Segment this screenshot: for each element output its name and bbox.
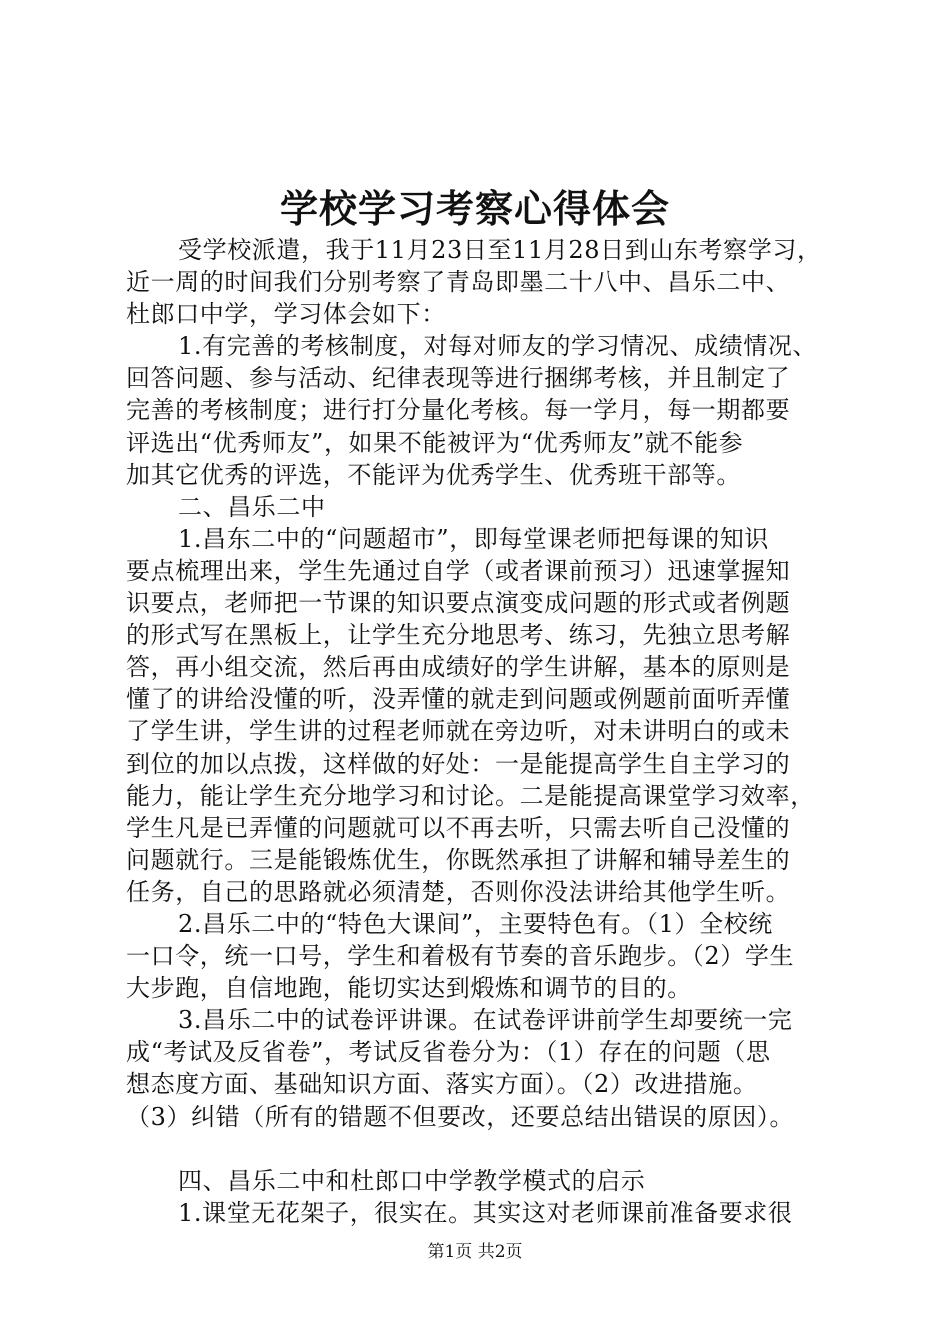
paragraph-line: 3.昌乐二中的试卷评讲课。在试卷评讲前学生却要统一完: [178, 1006, 793, 1035]
document-body: [126, 234, 846, 1229]
paragraph-line: 一口令，统一口号，学生和着极有节奏的音乐跑步。（2）学生: [126, 942, 795, 971]
paragraph-line: 1.有完善的考核制度，对每对师友的学习情况、成绩情况、: [178, 332, 818, 361]
paragraph-line: 加其它优秀的评选，不能评为优秀学生、优秀班干部等。: [126, 460, 741, 489]
blank-line: [126, 1133, 846, 1165]
paragraph-line: 评选出“优秀师友”，如果不能被评为“优秀师友”就不能参: [126, 428, 744, 457]
paragraph-line: 想态度方面、基础知识方面、落实方面）。（2）改进措施。: [126, 1070, 758, 1099]
section-heading: 二、昌乐二中: [178, 492, 326, 521]
paragraph-line: 的形式写在黑板上，让学生充分地思考、练习，先独立思考解: [126, 621, 791, 650]
paragraph-line: 答，再小组交流，然后再由成绩好的学生讲解，基本的原则是: [126, 653, 791, 682]
section-heading: 四、昌乐二中和杜郎口中学教学模式的启示: [178, 1166, 646, 1195]
paragraph-line: 能力，能让学生充分地学习和讨论。二是能提高课堂学习效率，: [126, 781, 815, 810]
document-title: 学校学习考察心得体会: [279, 186, 670, 231]
paragraph-line: 1.课堂无花架子，很实在。其实这对老师课前准备要求很: [178, 1198, 793, 1227]
paragraph-line: 回答问题、参与活动、纪律表现等进行捆绑考核，并且制定了: [126, 364, 791, 393]
paragraph-line: 要点梳理出来，学生先通过自学（或者课前预习）迅速掌握知: [126, 556, 791, 585]
paragraph-line: 学生凡是已弄懂的问题就可以不再去听，只需去听自己没懂的: [126, 813, 791, 842]
paragraph-line: 问题就行。三是能锻炼优生，你既然承担了讲解和辅导差生的: [126, 845, 791, 874]
paragraph-line: 2.昌乐二中的“特色大课间”，主要特色有。（1）全校统: [178, 909, 773, 938]
paragraph-line: 了学生讲，学生讲的过程老师就在旁边听，对未讲明白的或未: [126, 717, 791, 746]
paragraph-line: 成“考试及反省卷”，考试反省卷分为：（1）存在的问题（思: [126, 1038, 771, 1067]
paragraph-line: 任务，自己的思路就必须清楚，否则你没法讲给其他学生听。: [126, 877, 791, 906]
paragraph-line: 懂了的讲给没懂的听，没弄懂的就走到问题或例题前面听弄懂: [126, 685, 791, 714]
paragraph-line: 大步跑，自信地跑，能切实达到煅炼和调节的目的。: [126, 974, 692, 1003]
paragraph-line: 到位的加以点拨，这样做的好处：一是能提高学生自主学习的: [126, 749, 791, 778]
page-number-footer: 第1页 共2页: [427, 1242, 523, 1262]
paragraph-line: （3）纠错（所有的错题不但要改，还要总结出错误的原因）。: [126, 1102, 795, 1131]
paragraph-line: 近一周的时间我们分别考察了青岛即墨二十八中、昌乐二中、: [126, 268, 791, 297]
paragraph-line: 1.昌东二中的“问题超市”，即每堂课老师把每课的知识: [178, 524, 770, 553]
paragraph-line: 杜郎口中学，学习体会如下：: [126, 300, 446, 329]
paragraph-line: 识要点，老师把一节课的知识要点演变成问题的形式或者例题: [126, 589, 791, 618]
paragraph-line: 完善的考核制度；进行打分量化考核。每一学月，每一期都要: [126, 396, 791, 425]
paragraph-line: 受学校派遣，我于11月23日至11月28日到山东考察学习，: [178, 236, 822, 264]
